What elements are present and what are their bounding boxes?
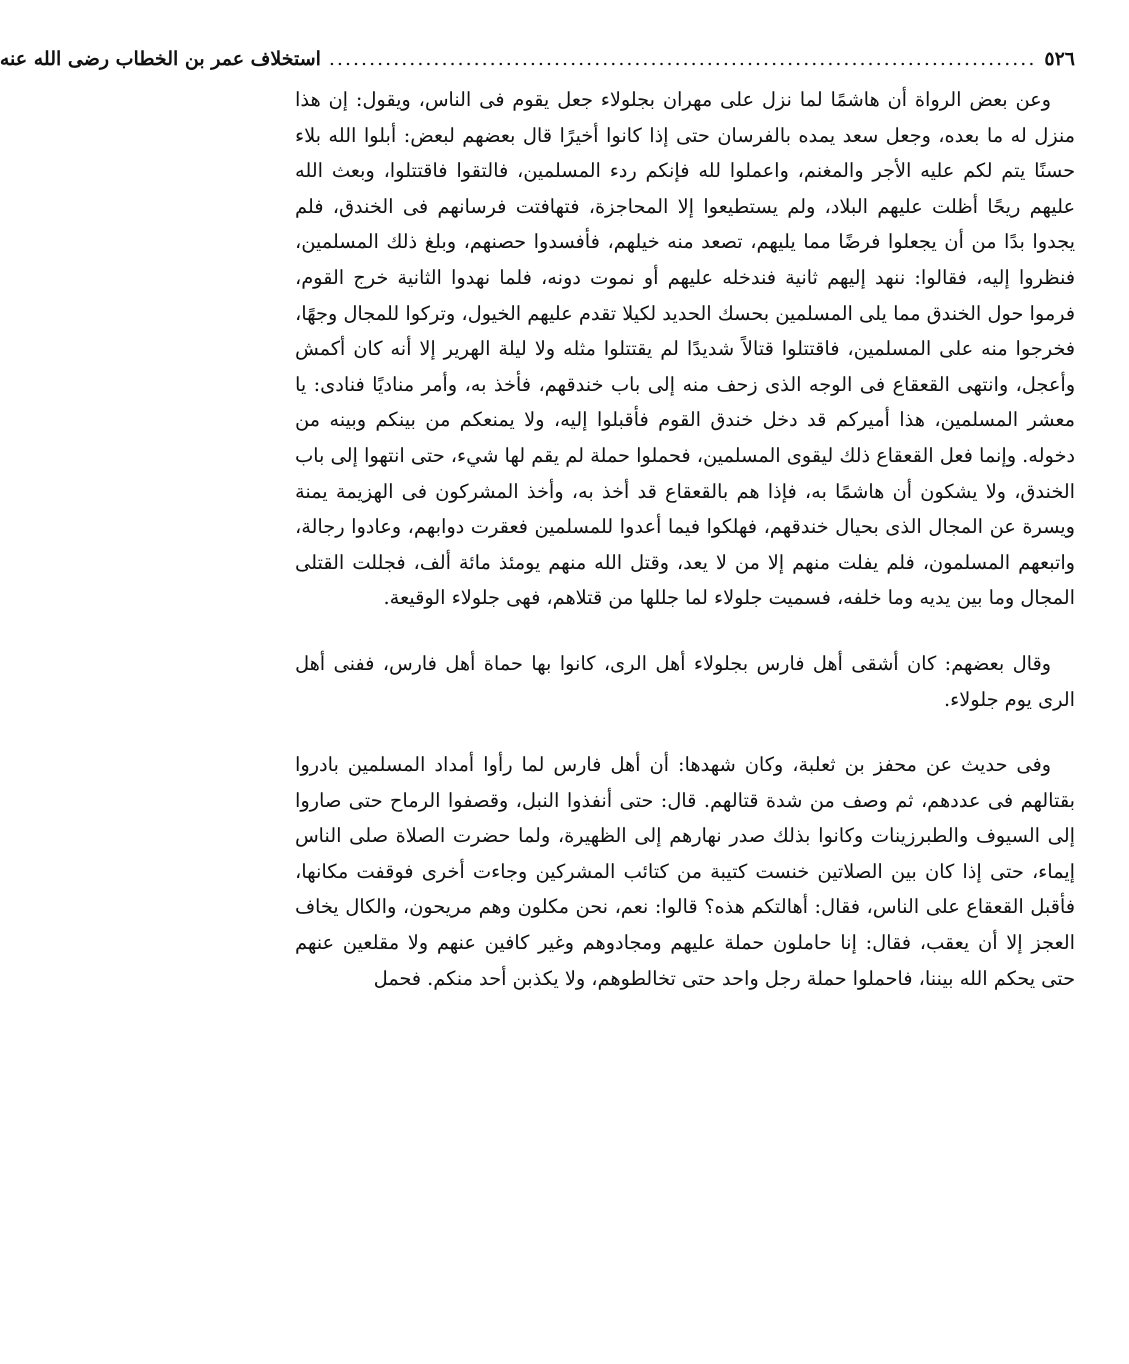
paragraph-people-of-rayy: وقال بعضهم: كان أشقى أهل فارس بجلولاء أهل الرى، كانوا بها حماة أهل فارس، ففنى أهل الرى يوم جلولاء. (295, 651, 1075, 711)
header-dot-leader: ........................................................................................ (328, 48, 1037, 70)
page-number: ٥٢٦ (1044, 48, 1075, 70)
book-page (0, 42, 1075, 1342)
paragraph-jalula-battle: وعن بعض الرواة أن هاشمًا لما نزل على مهران بجلولاء جعل يقوم فى الناس، ويقول: إن هذا منزل له ما بعده، وجعل سعد يمده بالفرسان حتى إذا كانوا أخيرًا قال بعضهم لبعض: أبلوا الله بلاء حسنًا يتم لكم عليه الأجر والمغنم، واعملوا لله فإنكم ردء المسلمين، فالتقوا فاقتتلوا، وبعث الله عليهم ريحًا أظلت عليهم البلاد، ولم يستطيعوا إلا المحاجزة، فتهافتت فرسانهم فى الخندق، فلم يجدوا بدًا من أن يجعلوا فرضًا مما يليهم، تصعد منه خيلهم، فأفسدوا حصنهم، وبلغ ذلك المسلمين، فنظروا إليه، فقالوا: ننهد إليهم ثانية فندخله عليهم أو نموت دونه، فلما نهدوا الثانية خرج القوم، فرموا حول الخندق مما يلى المسلمين بحسك الحديد لكيلا تقدم عليهم الخيول، وتركوا للمجال وجهًا، فخرجوا منه على المسلمين، فاقتتلوا قتالاً شديدًا لم يقتتلوا مثله ولا ليلة الهرير إلا أنه كان أكمش وأعجل، وانتهى القعقاع فى الوجه الذى زحف منه إلى باب خندقهم، فأخذ به، وأمر مناديًا فنادى: يا معشر المسلمين، هذا أميركم قد دخل خندق القوم فأقبلوا إليه، ولا يمنعكم من بينكم وبينه من دخوله. وإنما فعل القعقاع ذلك ليقوى المسلمين، فحملوا حملة لم يقم لها شيء، حتى انتهوا إلى باب الخندق، ولا يشكون أن هاشمًا به، فإذا هم بالقعقاع قد أخذ به، وأخذ المشركون فى الهزيمة يمنة ويسرة عن المجال الذى بحيال خندقهم، فهلكوا فيما أعدوا للمسلمين فعقرت دوابهم، وعادوا رجالة، واتبعهم المسلمون، فلم يفلت منهم إلا من لا يعد، وقتل الله منهم يومئذ مائة ألف، فجللت القتلى المجال وما بين يديه وما خلفه، فسميت جلولاء لما جللها من قتلاهم، فهى جلولاء الوقيعة. (295, 88, 1075, 610)
running-header (0, 42, 1075, 76)
paragraph-mihfaz-narration: وفى حديث عن محفز بن ثعلبة، وكان شهدها: أن أهل فارس لما رأوا أمداد المسلمين بادروا بقتالهم فى عددهم، ثم وصف من شدة قتالهم. قال: حتى أنفذوا النبل، وقصفوا الرماح حتى صاروا إلى السيوف والطبرزينات وكانوا بذلك صدر نهارهم إلى الظهيرة، ولما حضرت الصلاة صلى الناس إيماء، حتى إذا كان بين الصلاتين خنست كتيبة من كتائب المشركين وجاءت أخرى فوقفت مكانها، فأقبل القعقاع على الناس، فقال: أهالتكم هذه؟ قالوا: نعم، نحن مكلون وهم مريحون، والكال يخاف العجز إلا أن يعقب، فقال: إنا حاملون حملة عليهم ومجادوهم وغير كافين عنهم ولا مقلعين عنهم حتى يحكم الله بيننا، فاحملوا حملة رجل واحد حتى تخالطوهم، ولا يكذبن أحد منكم. فحمل (295, 753, 1075, 990)
page-body (295, 82, 1075, 996)
chapter-title: استخلاف عمر بن الخطاب رضى الله عنه (0, 48, 321, 70)
